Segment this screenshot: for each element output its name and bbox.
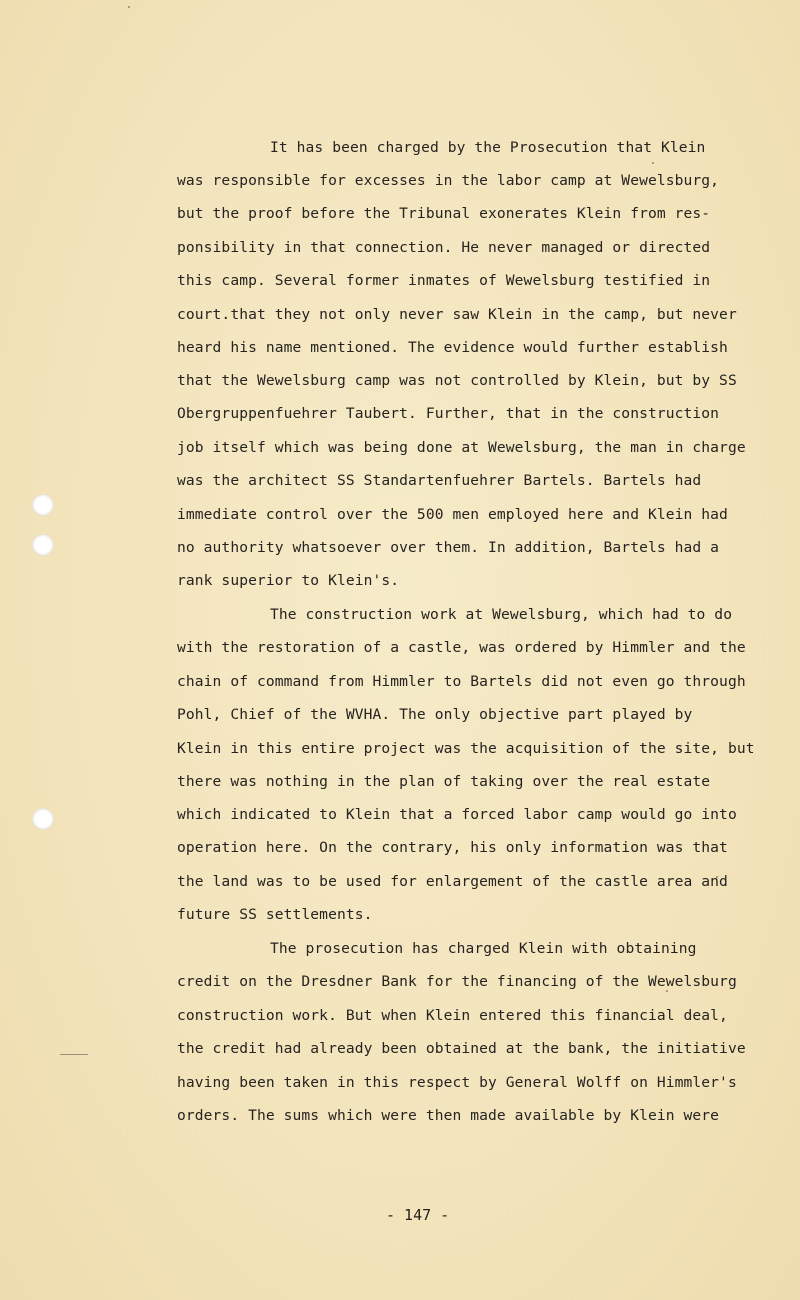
text-line: having been taken in this respect by General Wolff on Himmler's (177, 1074, 737, 1091)
text-line: the credit had already been obtained at the bank, the initiative (177, 1040, 746, 1057)
text-line: which indicated to Klein that a forced labor camp would go into (177, 806, 737, 823)
text-line: the land was to be used for enlargement of the castle area and (177, 873, 728, 890)
text-line: operation here. On the contrary, his only information was that (177, 839, 728, 856)
text-line: Obergruppenfuehrer Taubert. Further, that in the construction (177, 405, 720, 422)
text-line: was the architect SS Standartenfuehrer Bartels. Bartels had (177, 472, 702, 489)
text-line: no authority whatsoever over them. In addition, Bartels had a (177, 539, 720, 556)
text-line: heard his name mentioned. The evidence would further establish (177, 339, 728, 356)
text-line: Pohl, Chief of the WVHA. The only objective part played by (177, 706, 693, 723)
page-number: - 147 - (386, 1206, 450, 1224)
text-line: orders. The sums which were then made available by Klein were (177, 1107, 720, 1124)
text-line: future SS settlements. (177, 906, 373, 923)
text-line: there was nothing in the plan of taking over the real estate (177, 773, 711, 790)
text-line: job itself which was being done at Wewelsburg, the man in charge (177, 439, 746, 456)
text-line: with the restoration of a castle, was ordered by Himmler and the (177, 639, 746, 656)
text-line: construction work. But when Klein entered this financial deal, (177, 1007, 728, 1024)
text-line: chain of command from Himmler to Bartels did not even go through (177, 673, 746, 690)
text-line: this camp. Several former inmates of Wewelsburg testified in (177, 272, 711, 289)
text-line: was responsible for excesses in the labor camp at Wewelsburg, (177, 172, 720, 189)
text-line: that the Wewelsburg camp was not controlled by Klein, but by SS (177, 372, 737, 389)
text-line: court.that they not only never saw Klein in the camp, but never (177, 306, 737, 323)
text-line: Klein in this entire project was the acquisition of the site, but (177, 740, 755, 757)
text-line: rank superior to Klein's. (177, 572, 400, 589)
text-line: The construction work at Wewelsburg, which had to do (270, 606, 733, 623)
text-line: but the proof before the Tribunal exonerates Klein from res- (177, 205, 711, 222)
text-line: ponsibility in that connection. He never managed or directed (177, 239, 711, 256)
text-line: It has been charged by the Prosecution that Klein (270, 139, 706, 156)
text-line: immediate control over the 500 men employed here and Klein had (177, 506, 728, 523)
text-line: The prosecution has charged Klein with obtaining (270, 940, 697, 957)
text-line: credit on the Dresdner Bank for the financing of the Wewelsburg (177, 973, 737, 990)
